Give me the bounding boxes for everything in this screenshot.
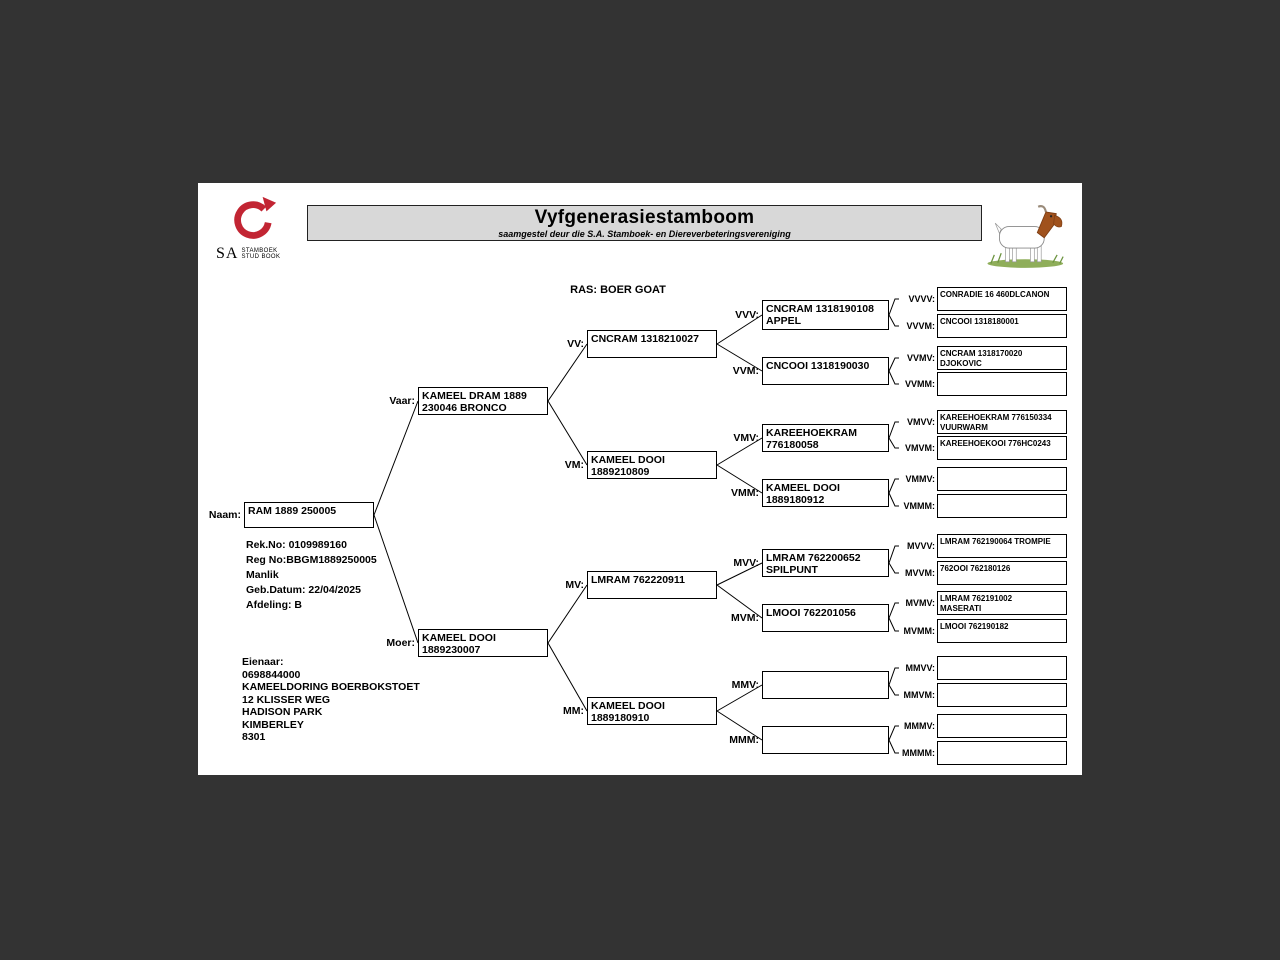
- logo-studbook-text: STUD BOOK: [241, 254, 281, 260]
- owner-details: [242, 656, 472, 744]
- box-line: LMOOI 762201056: [766, 607, 856, 619]
- box-line: CONRADIE 16 460DLCANON: [940, 290, 1050, 299]
- label-vmm: VMM:: [731, 487, 759, 499]
- birth-date: Geb.Datum: 22/04/2025: [246, 584, 361, 596]
- box-mvvv: [937, 534, 1067, 558]
- logo-stamboek-text: STAMBOEK: [241, 248, 278, 254]
- box-vmvm: [937, 436, 1067, 460]
- document-subtitle: saamgestel deur die S.A. Stamboek- en Diereverbeteringsvereniging: [498, 229, 791, 239]
- rek-no: Rek.No: 0109989160: [246, 539, 347, 551]
- box-vvvv: [937, 287, 1067, 311]
- box-line: 230046 BRONCO: [422, 402, 507, 414]
- label-moer: Moer:: [386, 637, 415, 649]
- box-mvvm: [937, 561, 1067, 585]
- box-mmv: [762, 671, 889, 699]
- sa-stamboek-logo-icon: [228, 195, 278, 245]
- label-mmmm: MMMM:: [902, 748, 935, 758]
- owner-street: 12 KLISSER WEG: [242, 693, 331, 706]
- label-vvvm: VVVM:: [906, 321, 935, 331]
- box-line: 1889210809: [591, 466, 650, 478]
- label-mmvm: MMVM:: [903, 690, 935, 700]
- box-line: APPEL: [766, 315, 802, 327]
- pedigree-document: [198, 183, 1082, 775]
- label-mv: MV:: [565, 579, 584, 591]
- box-line: SPILPUNT: [766, 564, 818, 576]
- box-line: LMOOI 762190182: [940, 622, 1009, 631]
- logo-text: [216, 247, 334, 260]
- box-mmmv: [937, 714, 1067, 738]
- boer-goat-image: [984, 201, 1070, 271]
- label-mvmv: MVMV:: [905, 598, 935, 608]
- label-mvvv: MVVV:: [906, 541, 935, 551]
- box-vvmv: [937, 346, 1067, 370]
- box-line: CNCRAM 1318170020: [940, 349, 1023, 358]
- box-line: 762OOI 762180126: [940, 564, 1011, 573]
- owner-phone: 0698844000: [242, 668, 301, 681]
- box-mv: [587, 571, 717, 599]
- box-vv: [587, 330, 717, 358]
- box-line: DJOKOVIC: [940, 359, 982, 368]
- box-line: CNCRAM 1318210027: [591, 333, 699, 345]
- box-vvv: [762, 300, 889, 330]
- box-mvv: [762, 549, 889, 577]
- logo-sa-text: SA: [216, 245, 239, 262]
- label-vvmv: VVMV:: [906, 353, 935, 363]
- box-line: CNCOOI 1318190030: [766, 360, 870, 372]
- box-mmm: [762, 726, 889, 754]
- box-moer: [418, 629, 548, 657]
- label-vvv: VVV:: [735, 309, 759, 321]
- division: Afdeling: B: [246, 599, 302, 611]
- box-vmvv: [937, 410, 1067, 434]
- box-mmvv: [937, 656, 1067, 680]
- label-vmvm: VMVM:: [905, 443, 935, 453]
- label-mmmv: MMMV:: [904, 721, 935, 731]
- box-line: VUURWARM: [940, 423, 988, 432]
- box-vmm: [762, 479, 889, 507]
- box-mmvm: [937, 683, 1067, 707]
- breed-label: RAS: BOER GOAT: [570, 284, 666, 296]
- box-mvm: [762, 604, 889, 632]
- subject-details: [246, 538, 476, 613]
- label-mvvm: MVVM:: [905, 568, 935, 578]
- box-line: LMRAM 762200652: [766, 552, 861, 564]
- label-mvv: MVV:: [733, 557, 759, 569]
- label-vmv: VMV:: [733, 432, 759, 444]
- title-bar: [307, 205, 982, 241]
- label-naam: Naam:: [208, 509, 241, 521]
- box-vvm: [762, 357, 889, 385]
- owner-suburb: HADISON PARK: [242, 706, 323, 718]
- box-line: MASERATI: [940, 604, 982, 613]
- label-vv: VV:: [567, 338, 584, 350]
- owner-heading: Eienaar:: [242, 656, 284, 668]
- box-vmmv: [937, 467, 1067, 491]
- box-line: KAMEEL DOOI: [422, 632, 496, 644]
- box-vm: [587, 451, 717, 479]
- label-vm: VM:: [564, 459, 584, 471]
- label-vvmm: VVMM:: [905, 379, 935, 389]
- box-line: KAMEEL DOOI: [766, 482, 840, 494]
- box-naam: [244, 502, 374, 528]
- box-line: KAMEEL DOOI: [591, 700, 665, 712]
- box-line: 1889180912: [766, 494, 825, 506]
- box-line: KAREEHOEKRAM: [766, 427, 858, 439]
- label-vmvv: VMVV:: [906, 417, 935, 427]
- box-line: LMRAM 762190064 TROMPIE: [940, 537, 1051, 546]
- label-vmmv: VMMV:: [905, 474, 935, 484]
- label-mm: MM:: [563, 705, 584, 717]
- box-vaar: [418, 387, 548, 415]
- box-line: 1889180910: [591, 712, 650, 724]
- box-mmmm: [937, 741, 1067, 765]
- label-mmvv: MMVV:: [905, 663, 935, 673]
- label-vvm: VVM:: [732, 365, 759, 377]
- box-line: RAM 1889 250005: [248, 505, 337, 517]
- label-mmm: MMM:: [729, 734, 759, 746]
- box-mvmv: [937, 591, 1067, 615]
- box-line: KAREEHOEKRAM 776150334: [940, 413, 1052, 422]
- label-mvm: MVM:: [731, 612, 759, 624]
- box-line: LMRAM 762220911: [591, 574, 685, 586]
- owner-name: KAMEELDORING BOERBOKSTOET: [242, 681, 420, 693]
- label-mmv: MMV:: [731, 679, 759, 691]
- reg-no: Reg No:BBGM1889250005: [246, 554, 377, 566]
- box-line: KAMEEL DOOI: [591, 454, 665, 466]
- box-vvvm: [937, 314, 1067, 338]
- box-line: CNCRAM 1318190108: [766, 303, 874, 315]
- box-vvmm: [937, 372, 1067, 396]
- label-vmmm: VMMM:: [903, 501, 935, 511]
- box-line: KAREEHOEKOOI 776HC0243: [940, 439, 1051, 448]
- box-line: KAMEEL DRAM 1889: [422, 390, 527, 402]
- owner-city: KIMBERLEY: [242, 718, 304, 731]
- box-mm: [587, 697, 717, 725]
- label-vaar: Vaar:: [389, 395, 415, 407]
- document-title: Vyfgenerasiestamboom: [534, 207, 755, 228]
- owner-code: 8301: [242, 731, 266, 743]
- box-mvmm: [937, 619, 1067, 643]
- box-line: 776180058: [766, 439, 819, 451]
- box-line: CNCOOI 1318180001: [940, 317, 1019, 326]
- box-line: LMRAM 762191002: [940, 594, 1013, 603]
- box-vmmm: [937, 494, 1067, 518]
- box-line: 1889230007: [422, 644, 481, 656]
- label-mvmm: MVMM:: [903, 626, 935, 636]
- label-vvvv: VVVV:: [908, 294, 935, 304]
- box-vmv: [762, 424, 889, 452]
- sex: Manlik: [246, 569, 279, 581]
